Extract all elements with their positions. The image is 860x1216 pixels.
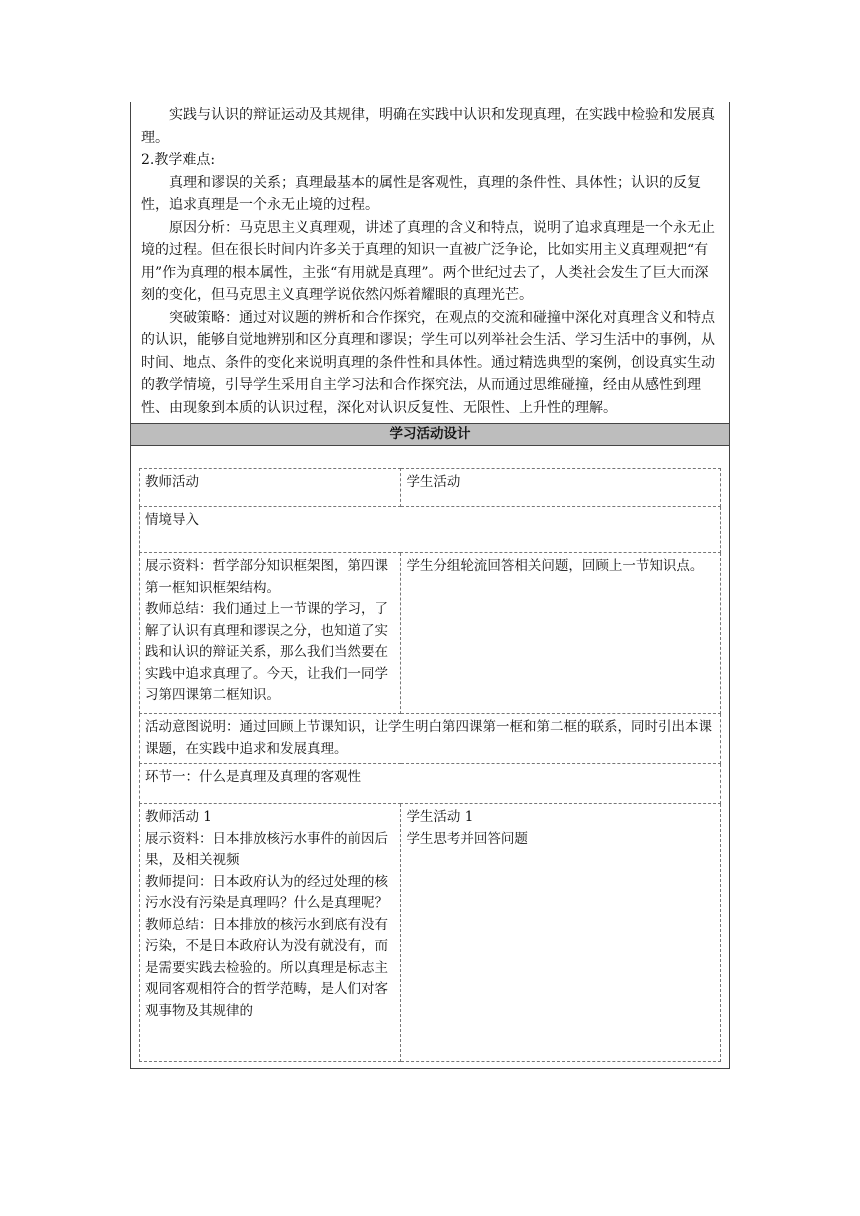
activity-table [139, 468, 721, 1062]
scenario-intro-cell: 情境导入 [140, 507, 721, 553]
teacher-activity-1-summary: 教师总结：日本排放的核污水到底有没有污染，不是日本政府认为没有就没有，而是需要实践去检验的。所以真理是标志主观同客观相符合的哲学范畴，是人们对客观事物及其规律的 [145, 916, 388, 1019]
activity-design-area [131, 446, 729, 1068]
difficulty-section [131, 102, 729, 423]
intro-show-text: 展示资料：哲学部分知识框架图，第四课第一框知识框架结构。 [145, 558, 388, 596]
document-page [130, 102, 730, 1069]
intent-row [140, 714, 721, 764]
header-row [140, 469, 721, 507]
strategy-paragraph: 突破策略：通过对议题的辨析和合作探究，在观点的交流和碰撞中深化对真理含义和特点的认识，能够自觉地辨别和区分真理和谬误；学生可以列举社会生活、学习生活中的事例，从时间、地点、条件的变化来说明真理的条件性和具体性。通过精选典型的案例，创设真实生动的教学情境，引导学生采用自主学习法和合作探究法，从而通过思维碰撞，经由从感性到理性、由现象到本质的认识过程，深化对认识反复性、无限性、上升性的理解。 [141, 309, 715, 416]
difficulty-paragraph: 真理和谬误的关系；真理最基本的属性是客观性，真理的条件性、具体性；认识的反复性，追求真理是一个永无止境的过程。 [141, 174, 701, 213]
student-activity-1-title: 学生活动 1 [406, 809, 474, 825]
header-teacher-cell: 教师活动 [140, 469, 401, 507]
difficulty-heading: 2.教学难点: [141, 152, 216, 168]
section-one-cell: 环节一：什么是真理及真理的客观性 [140, 764, 721, 804]
activity-one-row [140, 804, 721, 1062]
intro-row [140, 553, 721, 714]
student-activity-1-text: 学生思考并回答问题 [406, 830, 528, 847]
intent-note-cell: 活动意图说明：通过回顾上节课知识，让学生明白第四课第一框和第二框的联系，同时引出本课课题，在实践中追求和发展真理。 [140, 714, 721, 764]
teacher-activity-1-show: 展示资料：日本排放核污水事件的前因后果，及相关视频 [145, 830, 388, 868]
teacher-activity-1-cell [140, 804, 401, 1062]
header-student-cell: 学生活动 [401, 469, 721, 507]
lesson-plan-table [130, 102, 730, 1069]
section-one-row [140, 764, 721, 804]
section-title-bar: 学习活动设计 [131, 423, 729, 446]
student-activity-1-cell [401, 804, 721, 1062]
intro-summary-text: 教师总结：我们通过上一节课的学习，了解了认识有真理和谬误之分，也知道了实践和认识的辩证关系，那么我们当然要在实践中追求真理了。今天，让我们一同学习第四课第二框知识。 [145, 601, 388, 703]
scenario-row [140, 507, 721, 553]
intro-teacher-cell [140, 553, 401, 714]
key-point-paragraph: 实践与认识的辩证运动及其规律，明确在实践中认识和发现真理，在实践中检验和发展真理。 [141, 107, 715, 146]
teacher-activity-1-title: 教师活动 1 [145, 809, 212, 825]
teacher-activity-1-question: 教师提问：日本政府认为的经过处理的核污水没有污染是真理吗？什么是真理呢？ [145, 873, 388, 911]
cause-analysis-paragraph: 原因分析：马克思主义真理观，讲述了真理的含义和特点，说明了追求真理是一个永无止境的过程。但在很长时间内许多关于真理的知识一直被广泛争论，比如实用主义真理观把“有用”作为真理的根本属性，主张“有用就是真理”。两个世纪过去了，人类社会发生了巨大而深刻的变化，但马克思主义真理学说依然闪烁着耀眼的真理光芒。 [141, 219, 715, 303]
intro-student-cell: 学生分组轮流回答相关问题，回顾上一节知识点。 [401, 553, 721, 714]
